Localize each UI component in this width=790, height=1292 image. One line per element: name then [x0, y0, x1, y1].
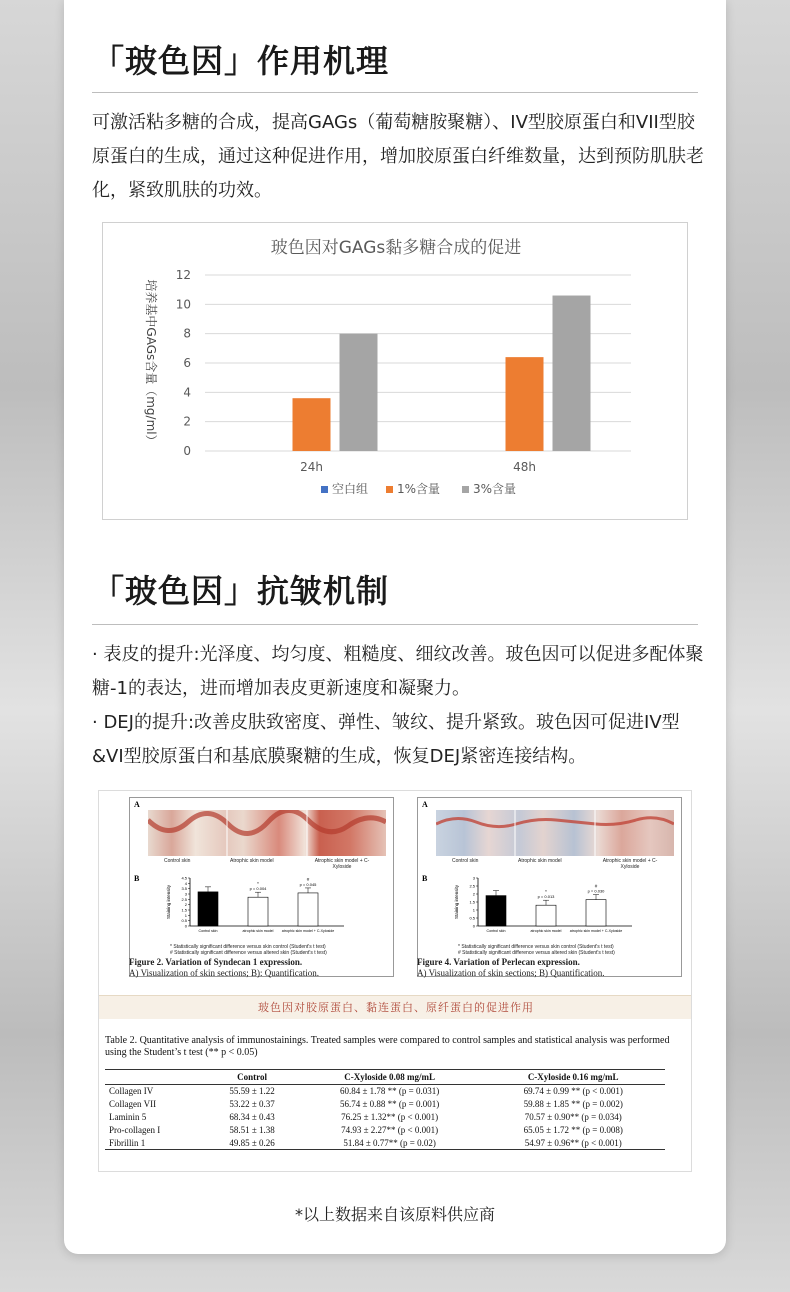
- table-cell: 54.97 ± 0.96** (p < 0.001): [524, 1137, 622, 1148]
- panel-letter-b: B: [422, 874, 428, 883]
- micro-label-atrophic: Atrophic skin model: [518, 858, 562, 864]
- y-tick-label: 8: [183, 326, 191, 341]
- section-title-antiwrinkle: 「玻色因」抗皱机制: [92, 572, 390, 610]
- table-cell: Collagen VII: [109, 1099, 157, 1109]
- table-row: [105, 1111, 665, 1124]
- mini-tick-label: 2: [184, 902, 187, 908]
- y-tick-label: 12: [175, 268, 191, 282]
- stat-note-2: # Statistically significant difference versus altered skin (Student's t test): [170, 950, 327, 956]
- content-card: [64, 0, 726, 1254]
- table-cell: 58.51 ± 1.38: [229, 1125, 275, 1135]
- y-tick-label: 4: [183, 385, 191, 400]
- mini-bar-chart: [154, 872, 354, 942]
- legend-swatch: [462, 486, 469, 493]
- gags-chart-svg: [103, 223, 689, 521]
- skin-section-image: [436, 810, 674, 856]
- mini-x-label: atrophic skin model: [530, 929, 562, 933]
- micro-label-treated: Atrophic skin model + C-Xyloside: [314, 858, 370, 870]
- stat-note-1: * Statistically significant difference versus skin control (Student's t test): [458, 944, 614, 950]
- p-value: p = 0.013: [537, 894, 555, 900]
- table-header-cell: [105, 1070, 206, 1085]
- micro-label-control: Control skin: [164, 858, 191, 864]
- mini-tick-label: 0: [184, 923, 187, 929]
- mini-tick-label: 1.5: [469, 899, 475, 905]
- bar: [340, 334, 378, 451]
- mini-x-label: Control skin: [486, 929, 506, 933]
- sig-mark: #: [594, 883, 598, 889]
- chart-y-ticks: [176, 268, 191, 458]
- table-row: [105, 1137, 665, 1150]
- bullet-epidermis: · 表皮的提升:光泽度、均匀度、粗糙度、细纹改善。玻色因可以促进多配体聚糖-1的表达，进而增加表皮更新速度和凝聚力。: [92, 644, 704, 699]
- table-cell: 59.88 ± 1.85 ** (p = 0.002): [523, 1099, 623, 1109]
- table-cell: 68.34 ± 0.43: [229, 1112, 275, 1122]
- mini-x-label: atrophic skin model + C-Xyloside: [569, 929, 623, 933]
- mini-tick-label: 2: [472, 891, 475, 897]
- mini-tick-label: 1: [184, 912, 187, 918]
- sig-mark: *: [257, 881, 259, 887]
- table-cell: Collagen IV: [109, 1086, 154, 1097]
- table-caption: Table 2. Quantitative analysis of immunostainings. Treated samples were compared to control samples and statistical analysis was performed using the Student’s t test (** p < 0.05): [105, 1035, 670, 1058]
- caption-sub: A) Visualization of skin sections; B): Quantification.: [129, 968, 320, 978]
- chart-y-label: [144, 279, 159, 446]
- chart-legend: [321, 481, 516, 496]
- mini-tick-label: 3.5: [181, 886, 187, 892]
- table-body: [105, 1085, 665, 1150]
- micro-label-treated: Atrophic skin model + C-Xyloside: [602, 858, 658, 870]
- p-value: p = 0.045: [299, 881, 317, 887]
- y-tick-label: 6: [183, 356, 191, 370]
- chart-x-ticks: [300, 460, 536, 474]
- table-cell: 53.22 ± 0.37: [229, 1099, 275, 1109]
- table-cell: 69.74 ± 0.99 ** (p < 0.001): [523, 1086, 623, 1097]
- table-cell: 51.84 ± 0.77** (p = 0.02): [343, 1137, 436, 1148]
- immunostaining-table: [105, 1069, 665, 1150]
- caption-title: Figure 4. Variation of Perlecan expression.: [417, 957, 580, 967]
- section-title-mechanism: 「玻色因」作用机理: [92, 42, 390, 80]
- mini-tick-label: 0.5: [181, 918, 187, 924]
- table-row: [105, 1085, 665, 1098]
- mini-tick-label: 2.5: [469, 883, 475, 889]
- mini-tick-label: 4: [184, 880, 187, 886]
- table-header-cell: C-Xyloside 0.16 mg/mL: [481, 1070, 665, 1085]
- figure-band-title: 玻色因对胶原蛋白、黏连蛋白、原纤蛋白的促进作用: [99, 995, 692, 1019]
- mini-bar: [298, 893, 318, 926]
- sig-mark: #: [306, 876, 310, 882]
- table-cell: 76.25 ± 1.32** (p < 0.001): [341, 1112, 439, 1122]
- mini-bar: [536, 905, 556, 926]
- figure-panel-syndecan: [129, 797, 394, 977]
- bar: [293, 398, 331, 451]
- chart-title: 玻色因对GAGs黏多糖合成的促进: [270, 238, 522, 258]
- mechanism-paragraph: 可激活粘多糖的合成，提高GAGs（葡萄糖胺聚糖）、IV型胶原蛋白和VII型胶原蛋白的生成，通过这种促进作用，增加胶原蛋白纤维数量，达到预防肌肤老化，紧致肌肤的功效。: [92, 112, 704, 201]
- table-cell: 49.85 ± 0.26: [229, 1137, 275, 1148]
- bullet-dej: · DEJ的提升:改善皮肤致密度、弹性、皱纹、提升紧致。玻色因可促进IV型&VI型胶原蛋白和基底膜聚糖的生成，恢复DEJ紧密连接结构。: [92, 712, 680, 767]
- table-cell: 60.84 ± 1.78 ** (p = 0.031): [339, 1086, 440, 1097]
- table-row: [105, 1124, 665, 1137]
- table-cell: Pro-collagen I: [109, 1125, 161, 1135]
- table-cell: Laminin 5: [109, 1112, 147, 1122]
- mini-tick-label: 0.5: [469, 915, 475, 921]
- mini-tick-label: 2.5: [181, 896, 187, 902]
- mini-tick-label: 4.5: [181, 875, 187, 881]
- panel-letter-b: B: [134, 874, 140, 883]
- table-cell: 55.59 ± 1.22: [229, 1086, 275, 1097]
- caption-title: Figure 2. Variation of Syndecan 1 expression.: [129, 957, 303, 967]
- sig-mark: *: [545, 889, 547, 895]
- mini-tick-label: 3: [472, 875, 475, 881]
- mini-y-label: Staining intensity: [454, 884, 459, 920]
- skin-section-image: [148, 810, 386, 856]
- mini-x-label: atrophic skin model: [242, 929, 274, 933]
- micro-label-control: Control skin: [452, 858, 479, 864]
- figure-caption-4: [417, 957, 605, 979]
- p-value: p = 0.030: [587, 888, 605, 894]
- y-tick-label: 10: [175, 297, 191, 312]
- y-tick-label: 2: [183, 414, 191, 429]
- legend-label: 3%含量: [473, 482, 517, 496]
- panel-letter-a: A: [134, 800, 140, 809]
- figure-caption-2: [129, 957, 319, 979]
- mini-y-label: Staining intensity: [166, 884, 171, 920]
- source-footnote: *以上数据来自该原料供应商: [294, 1205, 495, 1224]
- divider: [92, 624, 698, 625]
- table-row: [105, 1098, 665, 1111]
- p-value: p = 0.004: [249, 886, 267, 892]
- mini-tick-label: 0: [472, 923, 475, 929]
- x-tick-label: 48h: [513, 460, 536, 474]
- mini-tick-label: 3: [184, 891, 187, 897]
- stat-note-1: * Statistically significant difference versus skin control (Student's t test): [170, 944, 326, 950]
- bar: [506, 357, 544, 451]
- mini-tick-label: 1.5: [181, 907, 187, 913]
- table-header-cell: Control: [206, 1070, 297, 1085]
- research-figure: [98, 790, 692, 1172]
- legend-label: 空白组: [332, 482, 369, 496]
- mini-bar-chart: [442, 872, 642, 942]
- y-tick-label: 0: [183, 444, 191, 458]
- mini-bar: [248, 897, 268, 926]
- divider: [92, 92, 698, 93]
- legend-swatch: [386, 486, 393, 493]
- panel-letter-a: A: [422, 800, 428, 809]
- y-axis-label: 培养基中GAGs含量（mg/ml）: [144, 279, 158, 447]
- table-cell: 56.74 ± 0.88 ** (p = 0.001): [339, 1099, 440, 1109]
- mini-bar: [198, 892, 218, 926]
- legend-label: 1%含量: [397, 482, 441, 496]
- mini-bar: [586, 900, 606, 926]
- mini-tick-label: 1: [472, 907, 475, 913]
- legend-swatch: [321, 486, 328, 493]
- caption-sub: A) Visualization of skin sections; B) Quantification.: [417, 968, 605, 978]
- table-cell: Fibrillin 1: [109, 1137, 146, 1148]
- table-cell: 70.57 ± 0.90** (p = 0.034): [524, 1112, 622, 1122]
- table-cell: 65.05 ± 1.72 ** (p = 0.008): [523, 1125, 623, 1135]
- table-cell: 74.93 ± 2.27** (p < 0.001): [341, 1125, 439, 1135]
- micro-label-atrophic: Atrophic skin model: [230, 858, 274, 864]
- bar: [553, 296, 591, 451]
- mini-x-label: Control skin: [198, 929, 218, 933]
- x-tick-label: 24h: [300, 460, 323, 474]
- table-header-row: [105, 1070, 665, 1085]
- stat-note-2: # Statistically significant difference versus altered skin (Student's t test): [458, 950, 615, 956]
- mini-x-label: atrophic skin model + C-Xyloside: [281, 929, 335, 933]
- gags-chart: [102, 222, 688, 520]
- figure-panel-perlecan: [417, 797, 682, 977]
- chart-bars: [293, 296, 591, 451]
- mini-bar: [486, 896, 506, 926]
- table-header-cell: C-Xyloside 0.08 mg/mL: [298, 1070, 482, 1085]
